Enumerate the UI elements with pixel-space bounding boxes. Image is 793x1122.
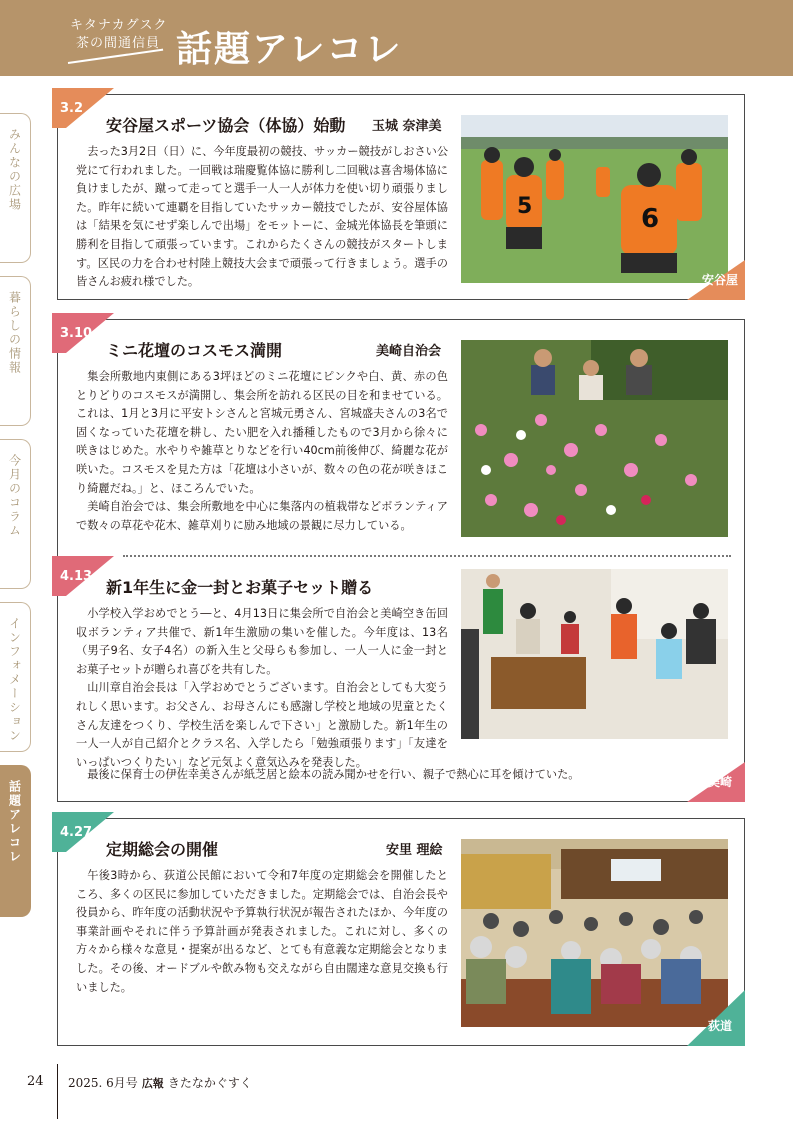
tab-label: みんなの広場 [7,128,22,212]
article-body [76,605,448,772]
article-paragraph: 山川章自治会長は「入学おめでとうございます。自治会としても大変うれしく思います。お父さん、お母さんにも感謝し学校と地域の児童とたくさん友達をつくり、学校生活を楽しんで下さい」と激励した。新1年生の一人一人が自己紹介とクラス名、入学したら「勉強頑張ります」「友達をいっぱいつくりたい」など元気よく意気込みを発表した。 [76,681,448,769]
article-date: 3.10 [60,326,93,341]
article-body [76,143,448,292]
article-paragraph: 最後に保育士の伊佐幸美さんが紙芝居と絵本の読み聞かせを行い、親子で熱心に耳を傾けていた。 [87,768,580,781]
page-title: 話題アレコレ [176,29,403,70]
tab-kongetsu-no-column[interactable] [0,439,31,589]
article-body-last [76,766,676,785]
article-paragraph: 小学校入学おめでとう―と、4月13日に集会所で自治会と美崎空き缶回収ボランティア共催で、新1年生激励の集いを催した。今年度は、13名（男子9名、女子4名）の新入生と父母らも参加し、一人一人に金一封とお菓子セットが贈られ喜びを共有した。 [76,607,448,676]
article-title: 新1年生に金一封とお菓子セット贈る [106,578,374,597]
kouhou-label: 広報 [141,1077,164,1090]
photo-soccer-players [461,115,728,283]
photo-cosmos-flowers [461,340,728,537]
article-paragraph: 集会所敷地内東側にある3坪ほどのミニ花壇にピンクや白、黄、赤の色とりどりのコスモスが満開し、集会所を訪れる区民の目を和ませている。これは、1月と3月に平安トシさんと宮城元勇さん、宮城盛夫さんの3名で固くなっていた花壇を耕し、たい肥を入れ播種したもので3月から徐々に咲きはじめた。水やりや雑草とりなどを行い40cm前後伸び、綺麗な花が咲いた。コスモスを見た方は「花壇は小さいが、数々の色の花が咲きほこり綺麗だね。」と、ほころんでいた。 [76,370,448,495]
article-author: 美崎自治会 [376,344,442,359]
tab-label: 暮らしの情報 [7,291,22,375]
tab-information[interactable] [0,602,31,752]
tab-label: 今月のコラム [7,454,22,538]
svg-text:5: 5 [517,194,533,219]
district-label: 安谷屋 [701,273,738,287]
article-title: 安谷屋スポーツ協会（体協）始動 [106,116,346,135]
article-title: ミニ花壇のコスモス満開 [106,341,283,360]
article-date: 3.2 [60,101,84,116]
svg-text:6: 6 [641,204,660,234]
header-sub1: キタナカグスク [70,18,168,33]
article-body [76,867,448,997]
article-box-misaki [57,319,745,802]
article-ogido-meeting [57,818,745,1046]
section-divider [123,555,731,557]
article-title: 定期総会の開催 [106,840,219,859]
tab-label: インフォメーション [7,617,22,743]
article-author: 安里 理絵 [386,843,443,858]
tab-label: 話題アレコレ [7,780,22,864]
page-header [0,0,793,76]
photo-new-students [461,569,728,739]
footer-issue [68,1074,252,1091]
article-paragraph: 午後3時から、荻道公民館において令和7年度の定期総会を開催したところ、多くの区民に参加していただきました。定期総会では、自治会長や役員から、昨年度の活動状況や予算執行状況が報告されたほか、今年度の事業計画やそれに伴う予算計画が発表されました。これに対し、多くの方々から様々な意見・提案が出るなど、とても有意義な定期総会となりました。その後、オードブルや飲み物も交えながら自由闊達な意見交換も行いました。 [76,869,448,994]
issue-date: 2025. 6月号 [68,1076,138,1090]
header-subtitle [70,17,167,53]
page-number: 24 [27,1074,44,1089]
article-author: 玉城 奈津美 [372,119,442,134]
footer-divider [57,1064,58,1119]
header-sub2: 茶の間通信員 [76,36,161,51]
tab-kurashi-no-jouhou[interactable] [0,276,31,426]
article-body [76,368,448,535]
tab-wadai-arekore[interactable] [0,765,31,917]
article-paragraph: 美崎自治会では、集会所敷地を中心に集落内の植栽帯などボランティアで数々の草花や花木、雑草刈りに励み地域の景観に尽力している。 [76,500,448,532]
article-paragraph: 去った3月2日（日）に、今年度最初の競技、サッカー競技がしおさい公党にて行われました。一回戦は瑞慶覧体協に勝利し二回戦は喜舎場体協に負けましたが、蹴って走ってと選手一人一人が体力を使い切り頑張りました。昨年に続いて連覇を目指していたサッカー競技でしたが、安谷屋体協は「結果を気にせず楽しんで出場」をモットーに、金城光体協長を筆頭に勝利を目指して頑張っています。これからたくさんの競技がスタートします。区民の力を合わせ村陸上競技大会まで頑張って行きましょう。選手の皆さんお疲れ様でした。 [76,145,449,289]
tab-minna-no-hiroba[interactable] [0,113,31,263]
district-label: 荻道 [707,1019,732,1033]
article-date: 4.13 [60,569,93,584]
article-ataya-sports [57,94,745,300]
magazine-name: きたなかぐすく [167,1076,252,1090]
district-label: 美崎 [707,775,732,789]
article-date: 4.27 [60,825,93,840]
